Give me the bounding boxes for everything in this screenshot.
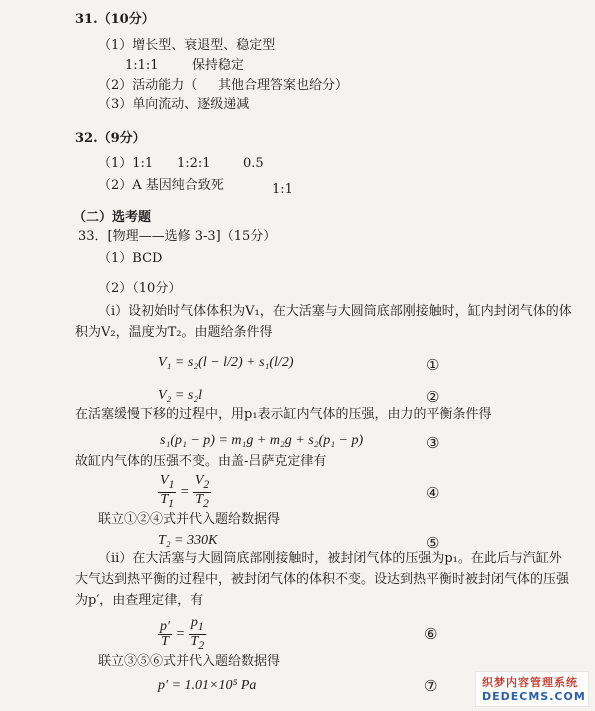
q33-text-c: 联立①②④式并代入题给数据得 <box>98 512 281 527</box>
q33-heading: 33．[物理——选修 3-3]（15分） <box>78 229 277 244</box>
q33-i-text-line2: 积为V₂，温度为T₂。由题给条件得 <box>75 325 273 340</box>
equation-7: p′ = 1.01×10⁵ Pa <box>158 678 257 693</box>
q31-answer-2-note: 其他合理答案也给分） <box>218 78 349 93</box>
equation-2: V₂ = s₂l <box>158 388 203 403</box>
equation-4-number: ④ <box>426 484 440 502</box>
watermark-logo <box>475 671 589 707</box>
q33-part-2: （2）（10分） <box>98 281 182 296</box>
q33-i-text-line1: （i）设初始时气体体积为V₁，在大活塞与大圆筒底部刚接触时，缸内封闭气体的体 <box>98 304 572 319</box>
equation-3-number: ③ <box>426 434 440 452</box>
equation-1-number: ① <box>426 356 440 374</box>
q31-answer-1-text: 保持稳定 <box>192 58 245 73</box>
q33-text-b: 故缸内气体的压强不变。由盖-吕萨克定律有 <box>75 454 327 469</box>
q32-heading: 32.（9分） <box>75 131 146 146</box>
q31-heading: 31.（10分） <box>75 12 155 27</box>
equation-7-number: ⑦ <box>424 677 438 695</box>
q33-ii-text-line1: （ii）在大活塞与大圆筒底部刚接触时，被封闭气体的压强为p₁。在此后与汽缸外 <box>98 551 562 566</box>
equation-4: $\frac{V_1}{T_1}$ = $\frac{V_2}{T_2}$ <box>160 473 210 510</box>
equation-3: s₁(p₁ − p) = m₁g + m₂g + s₂(p₁ − p) <box>160 433 364 448</box>
q33-ii-text-line2: 大气达到热平衡的过程中，被封闭气体的体积不变。设达到热平衡时被封闭气体的压强 <box>75 572 570 587</box>
q33-ii-text-line3: 为p′，由查理定律，有 <box>75 593 204 608</box>
q31-answer-2: （2）活动能力（ <box>98 78 198 93</box>
equation-5-number: ⑤ <box>426 534 440 552</box>
q33-part-1: （1）BCD <box>98 251 163 266</box>
section-elective-heading: （二）选考题 <box>73 210 152 225</box>
equation-5: T₂ = 330K <box>158 533 218 548</box>
watermark-cn-text: 织梦内容管理系统 <box>482 676 578 689</box>
q33-text-d: 联立③⑤⑥式并代入题给数据得 <box>98 654 281 669</box>
watermark-en-text: DEDECMS.COM <box>482 690 586 703</box>
equation-6: $\frac{p'}{T}$ = $\frac{p_1}{T_2}$ <box>160 615 205 652</box>
q32-answer-1: （1）1:1 <box>98 156 154 171</box>
q31-answer-1-ratio: 1:1:1 <box>125 58 159 73</box>
equation-6-number: ⑥ <box>424 625 438 643</box>
q31-answer-1: （1）增长型、衰退型、稳定型 <box>98 38 276 53</box>
q32-answer-1-ratio: 1:2:1 <box>177 156 211 171</box>
equation-1: V₁ = s₂(l − l/2) + s₁(l/2) <box>158 355 294 370</box>
q32-answer-2-ratio: 1:1 <box>272 182 293 197</box>
q32-answer-2: （2）A 基因纯合致死 <box>98 178 224 193</box>
q33-text-a: 在活塞缓慢下移的过程中，用p₁表示缸内气体的压强，由力的平衡条件得 <box>75 407 492 422</box>
q32-answer-1-value: 0.5 <box>243 156 264 171</box>
q31-answer-3: （3）单向流动、逐级递减 <box>98 97 250 112</box>
equation-2-number: ② <box>426 388 440 406</box>
